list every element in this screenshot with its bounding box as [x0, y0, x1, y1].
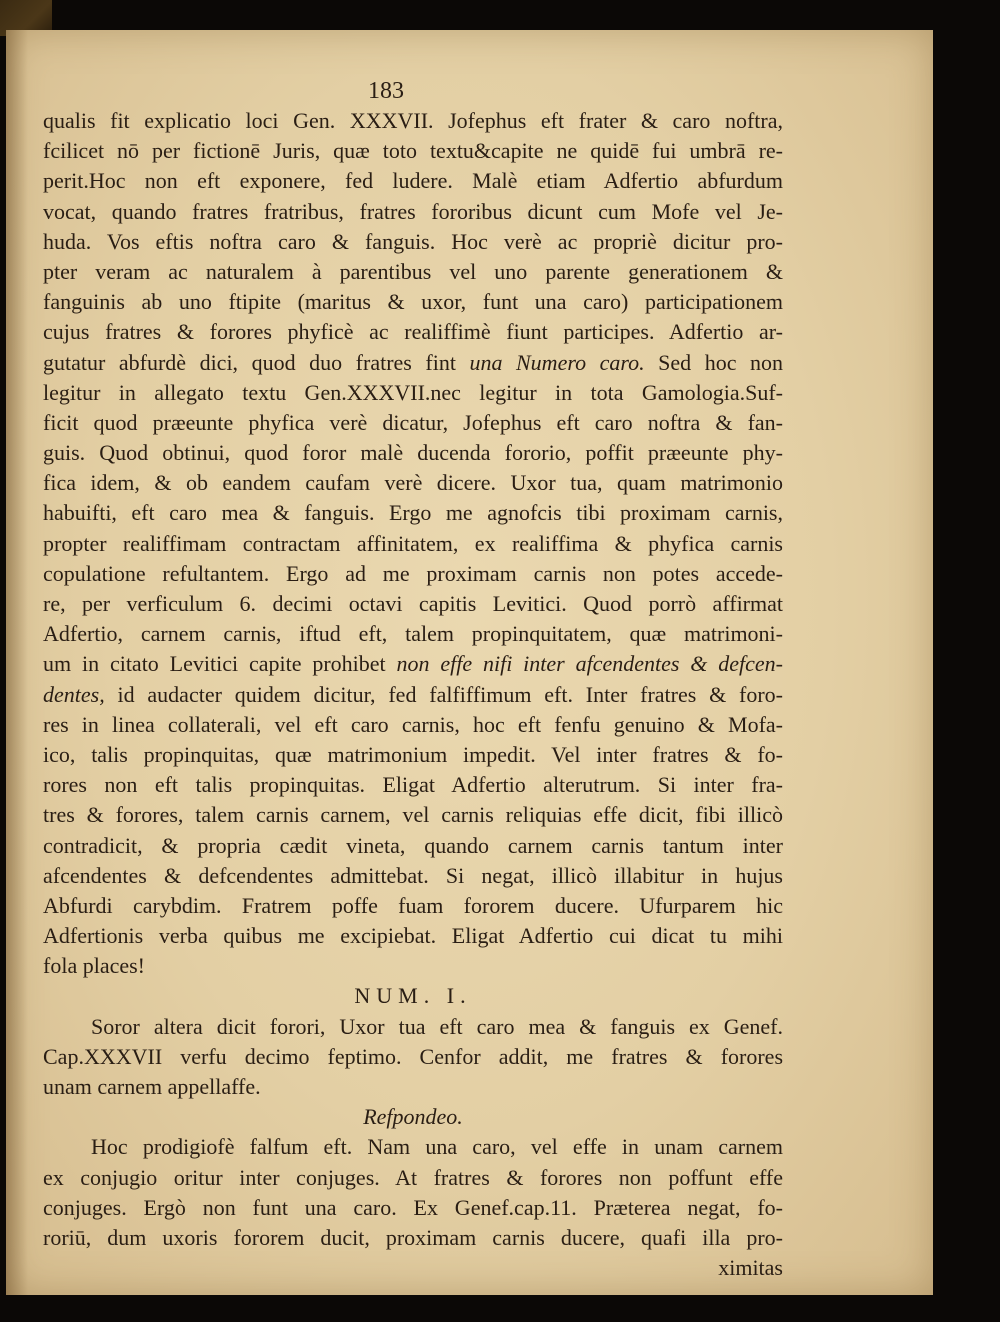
text-line: huda. Vos eftis noftra caro & fanguis. Hoc verè ac propriè dicitur pro-: [43, 228, 783, 254]
text-line: roriū, dum uxoris fororem ducit, proximam carnis ducere, quafi illa pro-: [43, 1224, 783, 1250]
page-number: 183: [368, 78, 404, 104]
text-line: contradicit, & propria cædit vineta, quando carnem carnis tantum inter: [43, 832, 783, 858]
text-line: perit.Hoc non eft exponere, fed ludere. Malè etiam Adfertio abfurdum: [43, 168, 783, 194]
text-line: res in linea collaterali, vel eft caro carnis, hoc eft fenfu genuino & Mofa-: [43, 711, 783, 737]
text-line: rores non eft talis propinquitas. Eligat Adfertio alterutrum. Si inter fra-: [43, 772, 783, 798]
text-line: tres & forores, talem carnis carnem, vel carnis reliquias effe dicit, fibi illicò: [43, 802, 783, 828]
italic-run: non effe nifi inter afcendentes & defcen-: [396, 651, 783, 677]
text-line: ico, talis propinquitas, quæ matrimonium impedit. Vel inter fratres & fo-: [43, 741, 783, 767]
body-text: [43, 106, 783, 1283]
text-line: Adfertio, carnem carnis, iftud eft, talem propinquitatem, quæ matrimoni-: [43, 621, 783, 647]
text-line: habuifti, eft caro mea & fanguis. Ergo me agnofcis tibi proximam carnis,: [43, 500, 783, 526]
text-line: afcendentes & defcendentes admittebat. Si negat, illicò illabitur in hujus: [43, 862, 783, 888]
text-line: fica idem, & ob eandem caufam verè dicere. Uxor tua, quam matrimonio: [43, 470, 783, 496]
text-run: gutatur abfurdè dici, quod duo fratres fint: [43, 349, 470, 375]
page-gutter-shadow: [6, 30, 28, 1295]
text-line: pter veram ac naturalem à parentibus vel uno parente generationem &: [43, 258, 783, 284]
text-line: copulatione refultantem. Ergo ad me proximam carnis non potes accede-: [43, 560, 783, 586]
text-run: id audacter quidem dicitur, fed falfiffimum eft. Inter fratres & foro-: [104, 681, 783, 707]
text-line: Abfurdi carybdim. Fratrem poffe fuam fororem ducere. Ufurparem hic: [43, 892, 783, 918]
text-line: ex conjugio oritur inter conjuges. At fratres & forores non poffunt effe: [43, 1164, 783, 1190]
text-line: ximitas: [718, 1255, 783, 1281]
text-line: fcilicet nō per fictionē Juris, quæ toto textu&capite ne quidē fui umbrā re-: [43, 138, 783, 164]
book-page: [6, 30, 933, 1295]
text-line: Adfertionis verba quibus me excipiebat. Eligat Adfertio cui dicat tu mihi: [43, 923, 783, 949]
text-line: Soror altera dicit forori, Uxor tua eft caro mea & fanguis ex Genef.: [91, 1013, 783, 1039]
text-line: conjuges. Ergò non funt una caro. Ex Genef.cap.11. Præterea negat, fo-: [43, 1194, 783, 1220]
text-line: fola places!: [43, 953, 145, 979]
italic-run: una Numero caro.: [469, 349, 645, 375]
text-line: [43, 680, 783, 710]
text-line: NUM. I.: [354, 983, 472, 1009]
text-line: propter realiffimam contractam affinitatem, ex realiffima & phyfica carnis: [43, 530, 783, 556]
text-line: ficit quod præeunte phyfica verè dicatur, Jofephus eft caro noftra & fan-: [43, 409, 783, 435]
text-line: Cap.XXXVII verfu decimo feptimo. Cenfor addit, me fratres & forores: [43, 1043, 783, 1069]
text-line: unam carnem appellaffe.: [43, 1074, 261, 1099]
text-line: Hoc prodigiofè falfum eft. Nam una caro, vel effe in unam carnem: [91, 1134, 783, 1160]
text-line: Refpondeo.: [363, 1104, 463, 1130]
text-line: legitur in allegato textu Gen.XXXVII.nec legitur in tota Gamologia.Suf-: [43, 379, 783, 405]
text-line: [43, 348, 783, 378]
text-line: re, per verficulum 6. decimi octavi capitis Levitici. Quod porrò affirmat: [43, 591, 783, 616]
text-line: vocat, quando fratres fratribus, fratres fororibus dicunt cum Mofe vel Je-: [43, 198, 783, 224]
italic-run: dentes,: [43, 681, 105, 707]
text-run: Sed hoc non: [644, 349, 783, 375]
text-line: [43, 649, 783, 679]
text-run: um in citato Levitici capite prohibet: [43, 651, 397, 677]
text-line: fanguinis ab uno ftipite (maritus & uxor, funt una caro) participationem: [43, 289, 783, 315]
text-line: qualis fit explicatio loci Gen. XXXVII. Jofephus eft frater & caro noftra,: [43, 108, 783, 133]
text-line: guis. Quod obtinui, quod foror malè ducenda fororio, poffit præeunte phy-: [43, 440, 783, 466]
text-line: cujus fratres & forores phyficè ac realiffimè fiunt participes. Adfertio ar-: [43, 319, 783, 345]
